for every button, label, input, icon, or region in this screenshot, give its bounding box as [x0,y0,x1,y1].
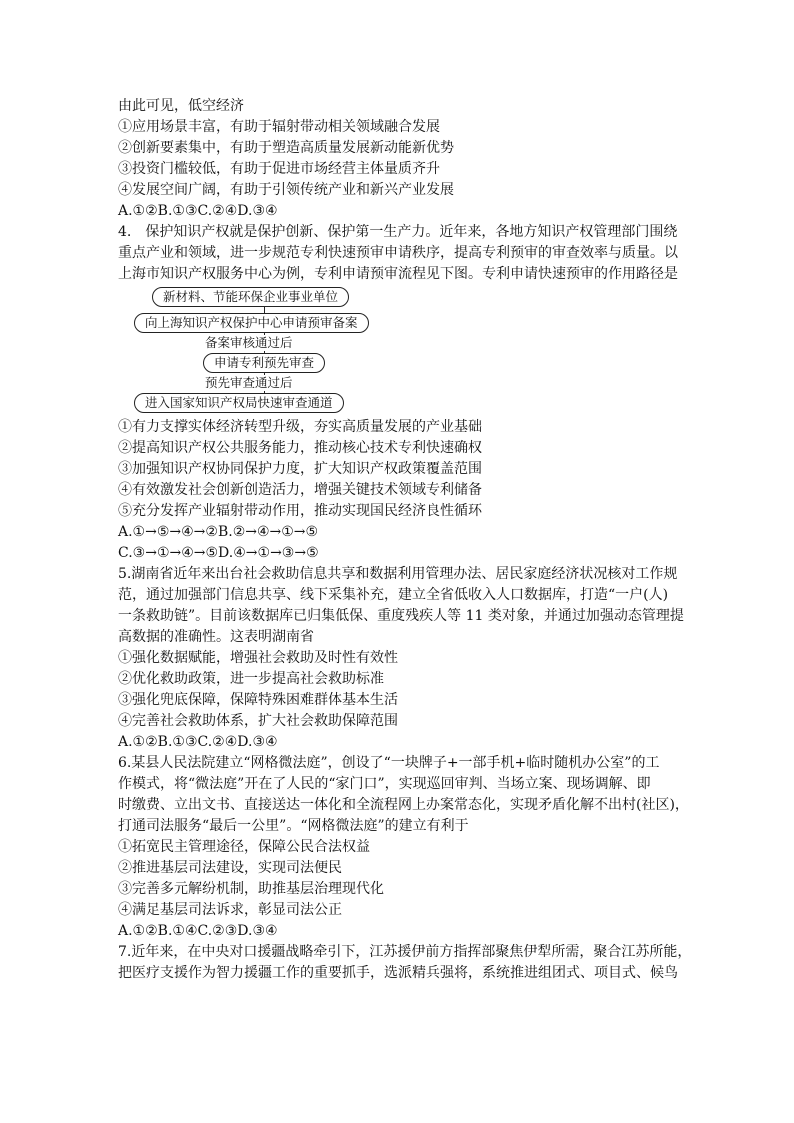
question-text-line: 时缴费、立出文书、直接送达一体化和全流程网上办案常态化，实现矛盾化解不出村(社区)， [118,797,689,813]
answer-choices: A.①→⑤→④→②B.②→④→①→⑤ [118,524,319,540]
question-text-line: 6.某县人民法院建立“网格微法庭”，创设了“一块牌子+一部手机+临时随机办公室”的工 [118,755,660,771]
question-text-line: 上海市知识产权服务中心为例，专利申请预审流程见下图。专利申请快速预审的作用路径是 [118,266,678,282]
answer-choices: A.①②B.①④C.②③D.③④ [118,923,278,939]
flow-step-fast-track: 进入国家知识产权局快速审查通道 [134,393,344,413]
question-stem: 由此可见，低空经济 [118,98,244,114]
option-line: ②创新要素集中，有助于塑造高质量发展新动能新优势 [118,140,454,156]
question-text-line: 高数据的准确性。这表明湖南省 [118,629,314,645]
flow-note-pre-exam-approved: 预先审查通过后 [205,375,293,390]
option-line: ④发展空间广阔，有助于引领传统产业和新兴产业发展 [118,182,454,198]
flow-note-filing-approved: 备案审核通过后 [205,335,293,350]
option-line: ②提高知识产权公共服务能力，推动核心技术专利快速确权 [118,440,482,456]
question-7 [118,942,692,984]
answer-choices: A.①②B.①③C.②④D.③④ [118,734,278,750]
option-line: ①拓宽民主管理途径，保障公民合法权益 [118,839,370,855]
exam-page [118,96,692,984]
question-3-tail [118,96,688,222]
question-text-line: 作模式，将“微法庭”开在了人民的“家门口”，实现巡回审判、当场立案、现场调解、即 [118,776,651,792]
question-text-line: 重点产业和领域，进一步规范专利快速预审申请秩序，提高专利预审的审查效率与质量。以 [118,245,678,261]
option-line: ④满足基层司法诉求，彰显司法公正 [118,902,342,918]
patent-flowchart [134,287,394,413]
option-line: ③完善多元解纷机制，助推基层治理现代化 [118,881,384,897]
option-line: ④完善社会救助体系，扩大社会救助保障范围 [118,713,398,729]
question-text-line: 把医疗支援作为智力援疆工作的重要抓手，选派精兵强将，系统推进组团式、项目式、候鸟 [118,965,678,981]
flow-step-pre-exam: 申请专利预先审查 [203,353,325,373]
option-line: ②优化救助政策，进一步提高社会救助标准 [118,671,384,687]
question-4 [118,222,688,564]
option-line: ④有效激发社会创新创造活力，增强关键技术领域专利储备 [118,482,482,498]
flow-step-filing: 向上海知识产权保护中心申请预审备案 [134,313,369,333]
question-text-line: 范，通过加强部门信息共享、线下采集补充，建立全省低收入人口数据库，打造“一户(人) [118,587,669,603]
answer-choices: A.①②B.①③C.②④D.③④ [118,203,278,219]
flow-step-applicant: 新材料、节能环保企业事业单位 [152,287,349,307]
option-line: ⑤充分发挥产业辐射带动作用，推动实现国民经济良性循环 [118,503,482,519]
question-text-line: 7.近年来，在中央对口援疆战略牵引下，江苏援伊前方指挥部聚焦伊犁所需，聚合江苏所能， [118,944,692,960]
option-line: ③加强知识产权协同保护力度，扩大知识产权政策覆盖范围 [118,461,482,477]
question-text-line: 打通司法服务“最后一公里”。“网格微法庭”的建立有利于 [118,818,469,834]
option-line: ③投资门槛较低，有助于促进市场经营主体量质齐升 [118,161,440,177]
option-line: ①有力支撑实体经济转型升级，夯实高质量发展的产业基础 [118,419,482,435]
option-line: ①应用场景丰富，有助于辐射带动相关领域融合发展 [118,119,440,135]
answer-choices: C.③→①→④→⑤D.④→①→③→⑤ [118,545,319,561]
option-line: ②推进基层司法建设，实现司法便民 [118,860,342,876]
question-text-line: 5.湖南省近年来出台社会救助信息共享和数据利用管理办法、居民家庭经济状况核对工作规 [118,566,678,582]
question-text-line: 一条救助链”。目前该数据库已归集低保、重度残疾人等 11 类对象，并通过加强动态管理提 [118,608,684,624]
option-line: ③强化兜底保障，保障特殊困难群体基本生活 [118,692,398,708]
option-line: ①强化数据赋能，增强社会救助及时性有效性 [118,650,398,666]
question-6 [118,753,688,942]
question-5 [118,564,688,753]
question-text-line: 4. 保护知识产权就是保护创新、保护第一生产力。近年来，各地方知识产权管理部门围绕 [118,224,678,240]
